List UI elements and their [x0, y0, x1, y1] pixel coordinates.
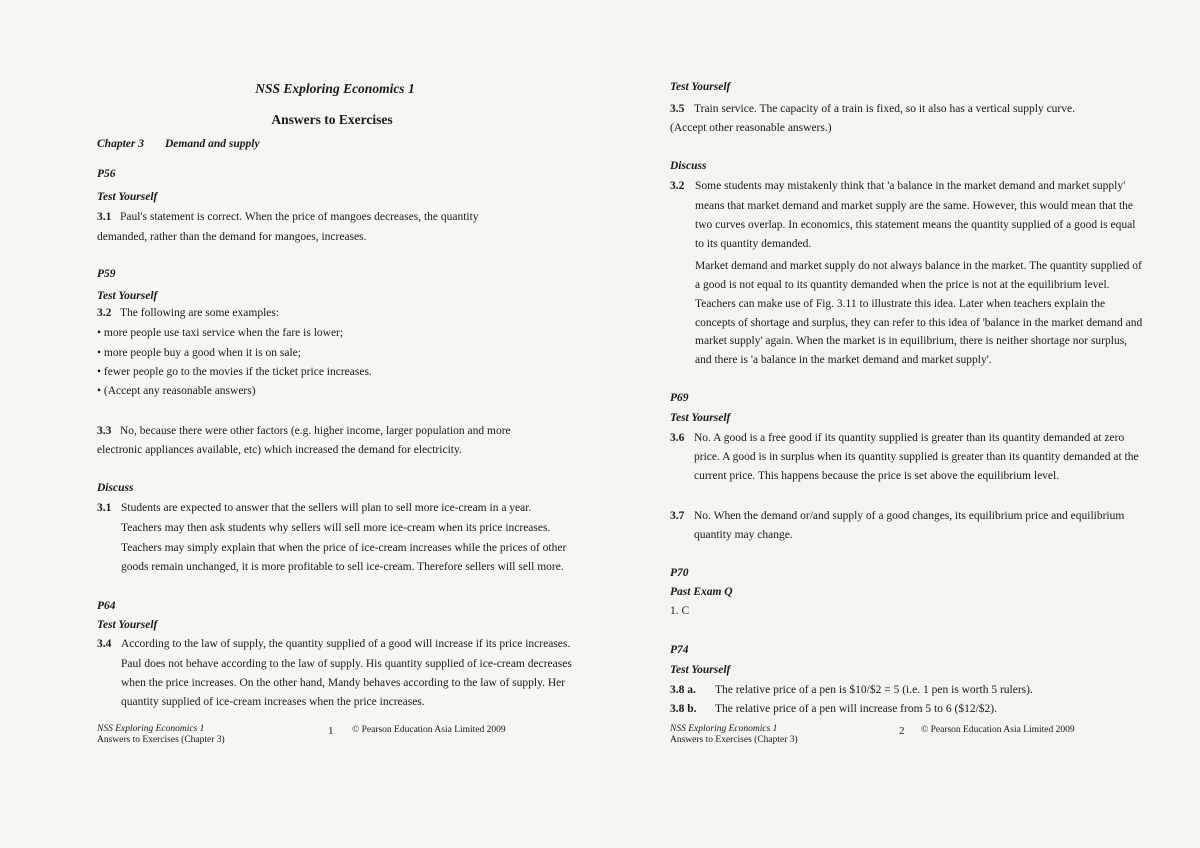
section-p64: P64: [97, 600, 116, 612]
answer-line: No. A good is a free good if its quantity supplied is greater than its quantity demanded at zero: [694, 432, 1125, 444]
bullet-item: • fewer people go to the movies if the ticket price increases.: [97, 366, 372, 378]
answer-line: quantity may change.: [694, 529, 793, 541]
test-yourself-label: Test Yourself: [670, 412, 731, 424]
answer-line: means that market demand and market supply are the same. However, this would mean that the: [695, 200, 1133, 212]
footer: [670, 724, 798, 746]
bullet-item: • more people use taxi service when the fare is lower;: [97, 327, 344, 339]
section-p56: P56: [97, 168, 116, 180]
question-number: 3.3: [97, 425, 112, 437]
answer-line: a good is not equal to its quantity demanded when the price is not at the equilibrium level.: [695, 279, 1110, 291]
answer-line: concepts of shortage and surplus, they can refer to this idea of 'balance in the market demand and: [695, 317, 1143, 329]
chapter-title: Demand and supply: [165, 138, 260, 150]
book-title: NSS Exploring Economics 1: [255, 81, 415, 96]
page-number: 1: [328, 725, 334, 737]
answer-line: (Accept other reasonable answers.): [670, 122, 832, 134]
answer-line: Train service. The capacity of a train is fixed, so it also has a vertical supply curve.: [694, 103, 1075, 115]
past-exam-label: Past Exam Q: [670, 586, 733, 598]
answer-line: to its quantity demanded.: [695, 238, 812, 250]
answer-line: quantity supplied of ice-cream increases when the price increases.: [121, 696, 425, 708]
bullet-item: • (Accept any reasonable answers): [97, 385, 256, 397]
section-p70: P70: [670, 567, 689, 579]
answer-line: demanded, rather than the demand for mangoes, increases.: [97, 231, 367, 243]
answer-line: goods remain unchanged, it is more profitable to sell ice-cream. Therefore sellers will sell more.: [121, 561, 564, 573]
answer-line: Teachers can make use of Fig. 3.11 to illustrate this idea. Later when teachers explain the: [695, 298, 1106, 310]
answer-line: Teachers may simply explain that when the price of ice-cream increases while the prices of other: [121, 542, 567, 554]
answer-line: The relative price of a pen will increase from 5 to 6 ($12/$2).: [715, 703, 997, 715]
copyright: © Pearson Education Asia Limited 2009: [352, 725, 506, 735]
question-number: 3.6: [670, 432, 685, 444]
footer-book: NSS Exploring Economics 1: [670, 724, 778, 734]
question-number: 3.1: [97, 502, 112, 514]
page-number: 2: [899, 725, 905, 737]
answer-line: when the price increases. On the other hand, Mandy behaves according to the law of supply. Her: [121, 677, 566, 689]
answer-line: Paul does not behave according to the law of supply. His quantity supplied of ice-cream decreases: [121, 658, 572, 670]
section-p59: P59: [97, 268, 116, 280]
answer-line: The following are some examples:: [120, 307, 280, 319]
footer-doc: Answers to Exercises (Chapter 3): [670, 735, 798, 745]
test-yourself-label: Test Yourself: [670, 81, 731, 93]
section-p74: P74: [670, 644, 689, 656]
answer-line: Some students may mistakenly think that 'a balance in the market demand and market supply': [695, 180, 1126, 192]
question-number: 3.2: [97, 307, 112, 319]
test-yourself-label: Test Yourself: [97, 290, 158, 302]
question-number: 3.1: [97, 211, 112, 223]
answer-line: and there is 'a balance in the market demand and market supply'.: [695, 354, 992, 366]
doc-title: Answers to Exercises: [271, 112, 393, 127]
copyright: © Pearson Education Asia Limited 2009: [921, 725, 1075, 735]
question-number: 3.8 b.: [670, 703, 697, 715]
right-page: [600, 0, 1200, 848]
test-yourself-label: Test Yourself: [670, 664, 731, 676]
question-number: 3.4: [97, 638, 112, 650]
answer-line: Teachers may then ask students why sellers will sell more ice-cream when its price increases.: [121, 522, 551, 534]
answer-line: No, because there were other factors (e.g. higher income, larger population and more: [120, 425, 511, 437]
answer-line: 1. C: [670, 605, 690, 617]
test-yourself-label: Test Yourself: [97, 191, 158, 203]
answer-line: price. A good is in surplus when its quantity supplied is greater than its quantity demanded at the: [694, 451, 1139, 463]
answer-line: No. When the demand or/and supply of a good changes, its equilibrium price and equilibrium: [694, 510, 1125, 522]
question-number: 3.2: [670, 180, 685, 192]
bullet-item: • more people buy a good when it is on sale;: [97, 347, 301, 359]
answer-line: two curves overlap. In economics, this statement means the quantity supplied of a good is equal: [695, 219, 1136, 231]
test-yourself-label: Test Yourself: [97, 619, 158, 631]
answer-line: According to the law of supply, the quantity supplied of a good will increase if its price increases.: [121, 638, 571, 650]
answer-line: market supply' again. When the market is in equilibrium, there is neither shortage nor surplus,: [695, 335, 1128, 347]
section-p69: P69: [670, 392, 689, 404]
question-number: 3.5: [670, 103, 685, 115]
discuss-label: Discuss: [670, 160, 707, 172]
question-number: 3.7: [670, 510, 685, 522]
answer-line: Paul's statement is correct. When the price of mangoes decreases, the quantity: [120, 211, 479, 223]
discuss-label: Discuss: [97, 482, 134, 494]
answer-line: electronic appliances available, etc) which increased the demand for electricity.: [97, 444, 462, 456]
footer-doc: Answers to Exercises (Chapter 3): [97, 735, 225, 745]
answer-line: Market demand and market supply do not always balance in the market. The quantity supplied of: [695, 260, 1142, 272]
footer: [97, 724, 225, 746]
answer-line: Students are expected to answer that the sellers will plan to sell more ice-cream in a year.: [121, 502, 532, 514]
footer-book: NSS Exploring Economics 1: [97, 724, 205, 734]
answer-line: The relative price of a pen is $10/$2 = 5 (i.e. 1 pen is worth 5 rulers).: [715, 684, 1033, 696]
chapter-number: Chapter 3: [97, 138, 144, 150]
question-number: 3.8 a.: [670, 684, 696, 696]
answer-line: current price. This happens because the price is set above the equilibrium level.: [694, 470, 1060, 482]
